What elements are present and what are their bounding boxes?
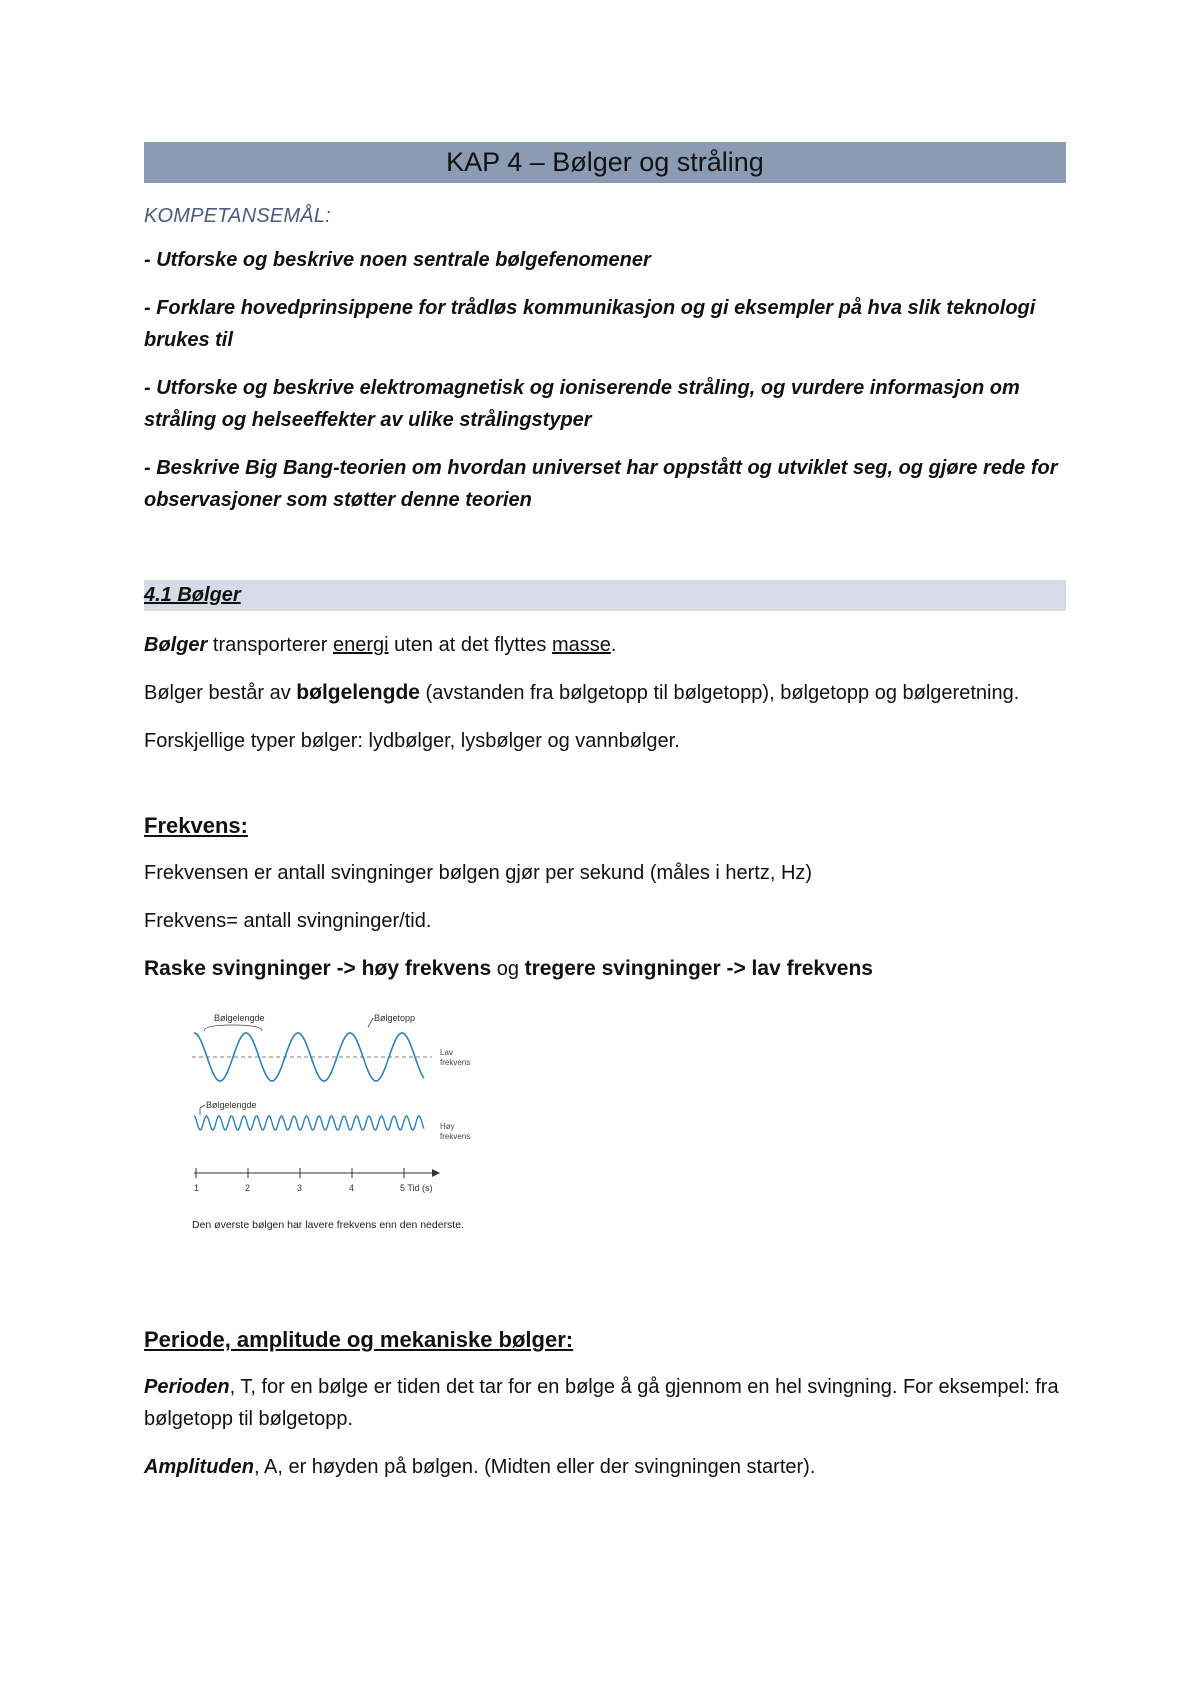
high-frequency-wave bbox=[194, 1116, 424, 1130]
section-heading-4-1: 4.1 Bølger bbox=[144, 580, 1066, 611]
wavelength-bracket-top bbox=[204, 1025, 262, 1031]
goal-item: - Utforske og beskrive noen sentrale bølgefenomener bbox=[144, 249, 651, 271]
goal-item: - Utforske og beskrive elektromagnetisk og ioniserende stråling, og vurdere informasjon om stråling og helseeffekter av ulike strålingstyper bbox=[144, 377, 1020, 431]
paragraph-wave-types: Forskjellige typer bølger: lydbølger, lysbølger og vannbølger. bbox=[144, 730, 680, 752]
tick-label: 4 bbox=[349, 1183, 355, 1193]
underlined-term: masse bbox=[552, 634, 611, 656]
figure-caption: Den øverste bølgen har lavere frekvens enn den nederste. bbox=[192, 1219, 464, 1231]
chapter-title: KAP 4 – Bølger og stråling bbox=[446, 147, 764, 177]
time-axis-arrow bbox=[432, 1169, 440, 1177]
paragraph-frequency-definition: Frekvensen er antall svingninger bølgen gjør per sekund (måles i hertz, Hz) bbox=[144, 862, 813, 884]
label-wavelength-top: Bølgelengde bbox=[214, 1013, 265, 1023]
label-low-2: frekvens bbox=[440, 1058, 471, 1067]
kompetansemal-label: KOMPETANSEMÅL: bbox=[144, 205, 331, 227]
wavelength-bracket-bottom bbox=[200, 1105, 205, 1115]
goal-item: - Beskrive Big Bang-teorien om hvordan universet har oppstått og utviklet seg, og gjøre rede for observasjoner som støtter denne teorien bbox=[144, 457, 1058, 511]
text-run: , T, for en bølge er tiden det tar for en bølge å gå gjennom en hel svingning. For eksempel: fra bølgetopp til bølgetopp. bbox=[144, 1376, 1059, 1430]
text-run: . bbox=[610, 634, 617, 656]
text-run: Bølger består av bbox=[144, 682, 297, 704]
text-run: , A, er høyden på bølgen. (Midten eller der svingningen starter). bbox=[254, 1456, 816, 1478]
underlined-term: energi bbox=[332, 634, 389, 656]
bold-term: tregere svingninger -> lav frekvens bbox=[524, 957, 873, 980]
paragraph-waves-energy bbox=[144, 629, 1066, 661]
bold-term: Bølger bbox=[144, 634, 208, 656]
document-content bbox=[144, 142, 1066, 1483]
frequency-diagram bbox=[192, 1009, 492, 1219]
text-run: (avstanden fra bølgetopp til bølgetopp), bølgetopp og bølgeretning. bbox=[419, 682, 1020, 704]
label-crest: Bølgetopp bbox=[374, 1013, 416, 1023]
frekvens-heading: Frekvens: bbox=[144, 813, 248, 838]
tick-label: 5 Tid (s) bbox=[400, 1183, 433, 1193]
bold-term: bølgelengde bbox=[296, 681, 420, 704]
text-run: og bbox=[491, 958, 525, 980]
label-high-1: Høy bbox=[440, 1122, 455, 1131]
chapter-title-bar bbox=[144, 142, 1066, 183]
paragraph-amplitude bbox=[144, 1451, 1066, 1483]
tick-label: 3 bbox=[297, 1183, 303, 1193]
goal-item: - Forklare hovedprinsippene for trådløs kommunikasjon og gi eksempler på hva slik teknologi brukes til bbox=[144, 297, 1036, 351]
text-run: transporterer bbox=[207, 634, 333, 656]
text-run: uten at det flyttes bbox=[388, 634, 552, 656]
label-low-1: Lav bbox=[440, 1048, 453, 1057]
tick-label: 2 bbox=[245, 1183, 251, 1193]
crest-pointer bbox=[368, 1018, 373, 1027]
periode-heading: Periode, amplitude og mekaniske bølger: bbox=[144, 1327, 574, 1352]
bold-term: Amplituden bbox=[144, 1456, 254, 1478]
bold-term: Perioden bbox=[144, 1376, 230, 1398]
bold-term: Raske svingninger -> høy frekvens bbox=[144, 957, 492, 980]
label-wavelength-bottom: Bølgelengde bbox=[206, 1100, 257, 1110]
frequency-figure bbox=[192, 1009, 492, 1249]
label-high-2: frekvens bbox=[440, 1132, 471, 1141]
paragraph-frequency-fast-slow bbox=[144, 953, 1066, 985]
paragraph-period bbox=[144, 1371, 1066, 1435]
paragraph-wave-parts bbox=[144, 677, 1066, 709]
paragraph-frequency-formula: Frekvens= antall svingninger/tid. bbox=[144, 910, 432, 932]
tick-label: 1 bbox=[194, 1183, 200, 1193]
